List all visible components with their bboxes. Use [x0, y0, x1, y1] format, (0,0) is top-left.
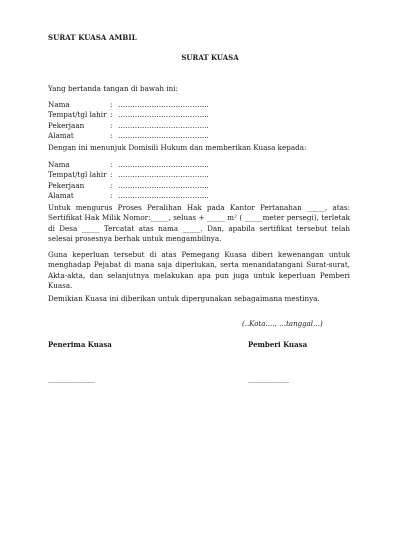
field-value: ………………………………..: [118, 180, 209, 190]
purpose-paragraph: Untuk mengurus Proses Peralihan Hak pada Kantor Pertanahan _____, atas: Sertifikat Hak Milik Nomor:_____, seluas + _____ m² ( _____meter persegi), terletak di Desa _____ Tercatat atas nama _____. Dan, apabila sertifikat tersebut telah selesai prosesnya berhak untuk mengambilnya.: [48, 203, 350, 244]
field-value: ………………………………..: [118, 131, 209, 141]
giver-signature-line: ______________: [248, 375, 289, 383]
grantee-address-row: [48, 191, 348, 201]
field-label: Alamat: [48, 131, 74, 141]
field-value: ………………………………..: [118, 120, 209, 130]
recipient-label: Penerima Kuasa: [48, 340, 112, 349]
recipient-signature-line: ________________: [48, 375, 95, 383]
field-value: ………………………………..: [118, 110, 209, 120]
field-label: Pekerjaan: [48, 120, 85, 130]
grantor-address-row: [48, 131, 348, 141]
field-label: Pekerjaan: [48, 180, 85, 190]
field-colon: :: [110, 160, 113, 169]
field-label: Nama: [48, 160, 70, 169]
field-colon: :: [110, 131, 113, 141]
field-label: Tempat/tgl lahir: [48, 170, 107, 180]
field-value: ………………………………..: [118, 160, 209, 169]
field-label: Nama: [48, 100, 70, 109]
field-value: ………………………………..: [118, 100, 209, 109]
appoint-paragraph: Dengan ini menunjuk Domisili Hukum dan memberikan Kuasa kepada:: [48, 143, 307, 152]
grantor-fields: [48, 100, 348, 142]
field-colon: :: [110, 191, 113, 201]
field-value: ………………………………..: [118, 170, 209, 180]
grantee-fields: [48, 160, 348, 202]
field-value: ………………………………..: [118, 191, 209, 201]
grantee-birth-row: [48, 170, 348, 180]
document-label: SURAT KUASA AMBIL: [48, 33, 137, 42]
document-title: SURAT KUASA: [181, 53, 239, 62]
closing-paragraph: Demikian Kuasa ini diberikan untuk dipergunakan sebagaimana mestinya.: [48, 294, 320, 303]
field-label: Alamat: [48, 191, 74, 201]
intro-paragraph: Yang bertanda tangan di bawah ini:: [48, 84, 178, 93]
giver-label: Pemberi Kuasa: [248, 340, 308, 349]
field-colon: :: [110, 170, 113, 180]
field-colon: :: [110, 120, 113, 130]
grantee-occupation-row: [48, 181, 348, 191]
field-label: Tempat/tgl lahir: [48, 110, 107, 120]
place-date: (..Kota…., …tanggal…): [242, 320, 323, 328]
grantor-occupation-row: [48, 121, 348, 131]
field-colon: :: [110, 180, 113, 190]
grantee-name-row: [48, 160, 348, 170]
field-colon: :: [110, 100, 113, 109]
authority-paragraph: Guna keperluan tersebut di atas Pemegang Kuasa diberi kewenangan untuk menghadap Pejabat di mana saja diperlukan, serta menandatangani Surat-surat, Akta-akta, dan selanjutnya melakukan apa pun juga untuk keperluan Pemberi Kuasa.: [48, 250, 350, 291]
grantor-name-row: [48, 100, 348, 110]
grantor-birth-row: [48, 110, 348, 120]
field-colon: :: [110, 110, 113, 120]
